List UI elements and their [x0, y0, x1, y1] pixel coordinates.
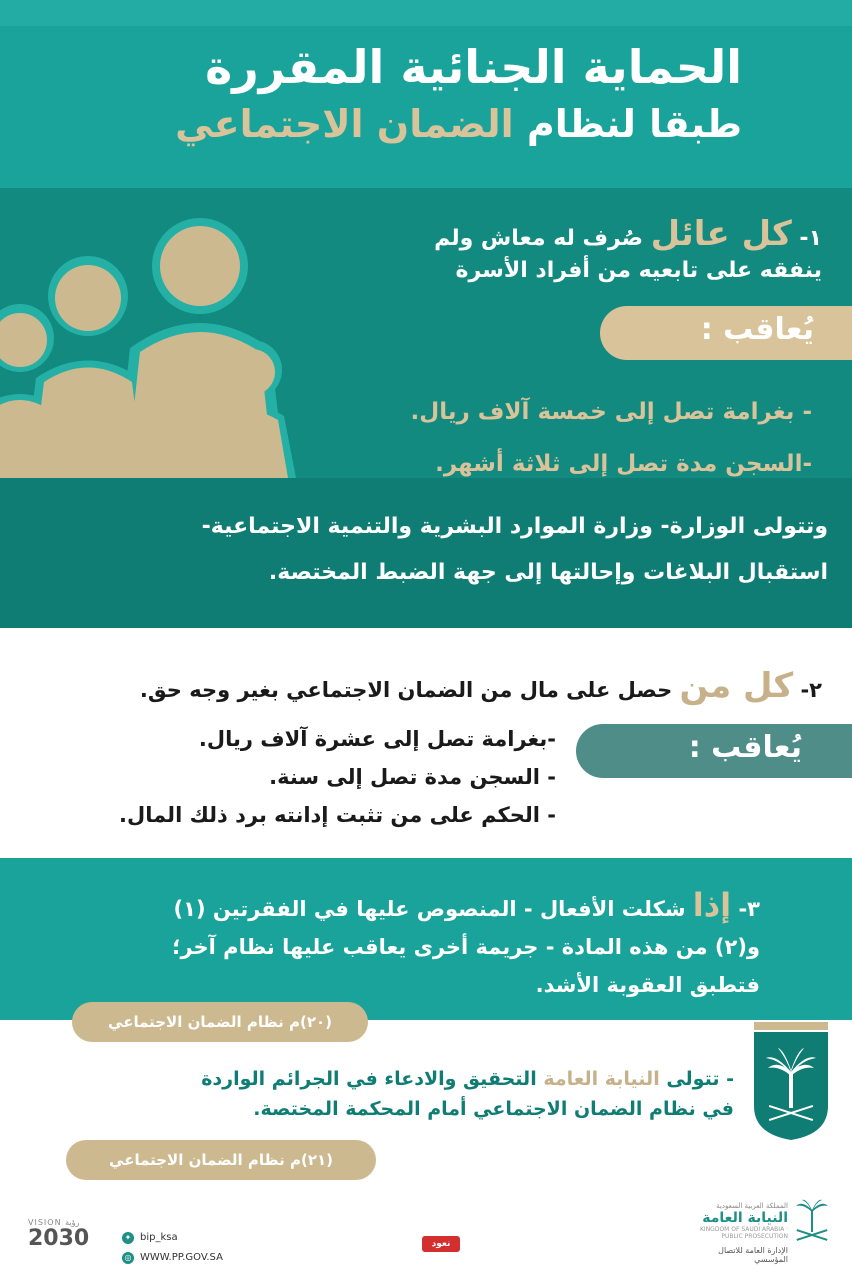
section-3-number: ٣- [738, 897, 760, 921]
section-1-line1-rest: صُرف له معاش ولم [434, 226, 643, 251]
social-links [122, 1228, 223, 1268]
section-2-line-rest: حصل على مال من الضمان الاجتماعي بغير وجه حق. [139, 678, 673, 702]
section-1-penalty-item: - بغرامة تصل إلى خمسة آلاف ريال. [410, 399, 812, 425]
header-stripe [0, 0, 852, 26]
campaign-badge: نعود بحذر [422, 1236, 460, 1252]
header [0, 0, 852, 188]
section-1-line2: ينفقه على تابعيه من أفراد الأسرة [455, 258, 822, 284]
twitter-icon: ✦ [122, 1232, 134, 1244]
section-1-keyword: كل عائل [650, 214, 792, 254]
emblem-shield-icon [754, 1022, 828, 1140]
twitter-handle: bip_ksa [140, 1232, 178, 1243]
section-3-line2: و(٢) من هذه المادة - جريمة أخرى يعاقب عليها نظام آخر؛ [172, 935, 760, 959]
palm-swords-icon [792, 1198, 832, 1242]
website-url: WWW.PP.GOV.SA [140, 1252, 223, 1263]
globe-icon: ◎ [122, 1252, 134, 1264]
org-logo [692, 1198, 832, 1262]
section-1-number: ١- [799, 226, 822, 251]
section-1 [0, 188, 852, 628]
subtitle-highlight: الضمان الاجتماعي [175, 102, 514, 146]
vision-year: 2030 [28, 1226, 90, 1251]
section-2 [0, 628, 852, 858]
section-2-penalty-item: - السجن مدة تصل إلى سنة. [269, 765, 556, 789]
section-1-note-line1: وتتولى الوزارة- وزارة الموارد البشرية والتنمية الاجتماعية- [201, 514, 828, 539]
section-3-line1 [60, 886, 760, 928]
vision-2030-logo [28, 1218, 90, 1266]
section-1-intro [302, 212, 822, 287]
section-1-penalty-label: يُعاقب : [700, 312, 814, 347]
subtitle-prefix: طبقا لنظام [526, 102, 742, 146]
section-2-number: ٢- [800, 678, 822, 702]
website-link[interactable] [122, 1248, 223, 1268]
section-4-prefix: - تتولى [666, 1068, 734, 1090]
section-4-line1-rest: التحقيق والادعاء في الجرائم الواردة [201, 1068, 537, 1090]
section-4-highlight: النيابة العامة [543, 1068, 660, 1090]
section-4-text [34, 1064, 734, 1124]
section-4-line1 [34, 1064, 734, 1094]
section-1-penalty-item: -السجن مدة تصل إلى ثلاثة أشهر. [435, 451, 812, 477]
page-subtitle [175, 102, 742, 148]
section-2-penalty-pill [576, 724, 852, 778]
section-3-line1-rest: شكلت الأفعال - المنصوص عليها في الفقرتين (١) [173, 897, 686, 921]
section-1-note [28, 504, 828, 596]
org-country: المملكة العربية السعودية [716, 1202, 788, 1210]
section-3 [0, 858, 852, 1020]
org-english-name: KINGDOM OF SAUDI ARABIA · PUBLIC PROSECUTION [699, 1226, 788, 1240]
section-4-line2: في نظام الضمان الاجتماعي أمام المحكمة المختصة. [253, 1098, 734, 1120]
vision-label: VISION رؤية [28, 1218, 80, 1227]
twitter-link[interactable] [122, 1228, 223, 1248]
section-2-penalties [36, 720, 556, 834]
section-1-note-line2: استقبال البلاغات وإحالتها إلى جهة الضبط المختصة. [268, 560, 828, 585]
reference-pill-article-20: (٢٠)م نظام الضمان الاجتماعي [72, 1002, 368, 1042]
section-1-line1 [302, 212, 822, 256]
page-title: الحماية الجنائية المقررة [205, 40, 742, 94]
section-2-penalty-item: -بغرامة تصل إلى عشرة آلاف ريال. [198, 727, 556, 751]
reference-pill-article-21: (٢١)م نظام الضمان الاجتماعي [66, 1140, 376, 1180]
section-3-text [60, 886, 760, 1004]
section-2-penalty-item: - الحكم على من تثبت إدانته برد ذلك المال. [119, 803, 556, 827]
section-2-penalty-label: يُعاقب : [688, 730, 802, 765]
org-department: الإدارة العامة للاتصال المؤسسي [718, 1246, 788, 1264]
org-logo-text [692, 1202, 788, 1264]
section-1-penalties [252, 386, 812, 490]
section-3-keyword: إذا [692, 886, 732, 924]
section-3-line3: فتطبق العقوبة الأشد. [535, 973, 760, 997]
section-1-penalty-pill [600, 306, 852, 360]
org-name: النيابة العامة [702, 1210, 788, 1226]
section-2-line [22, 666, 822, 706]
section-2-keyword: كل من [679, 666, 794, 706]
